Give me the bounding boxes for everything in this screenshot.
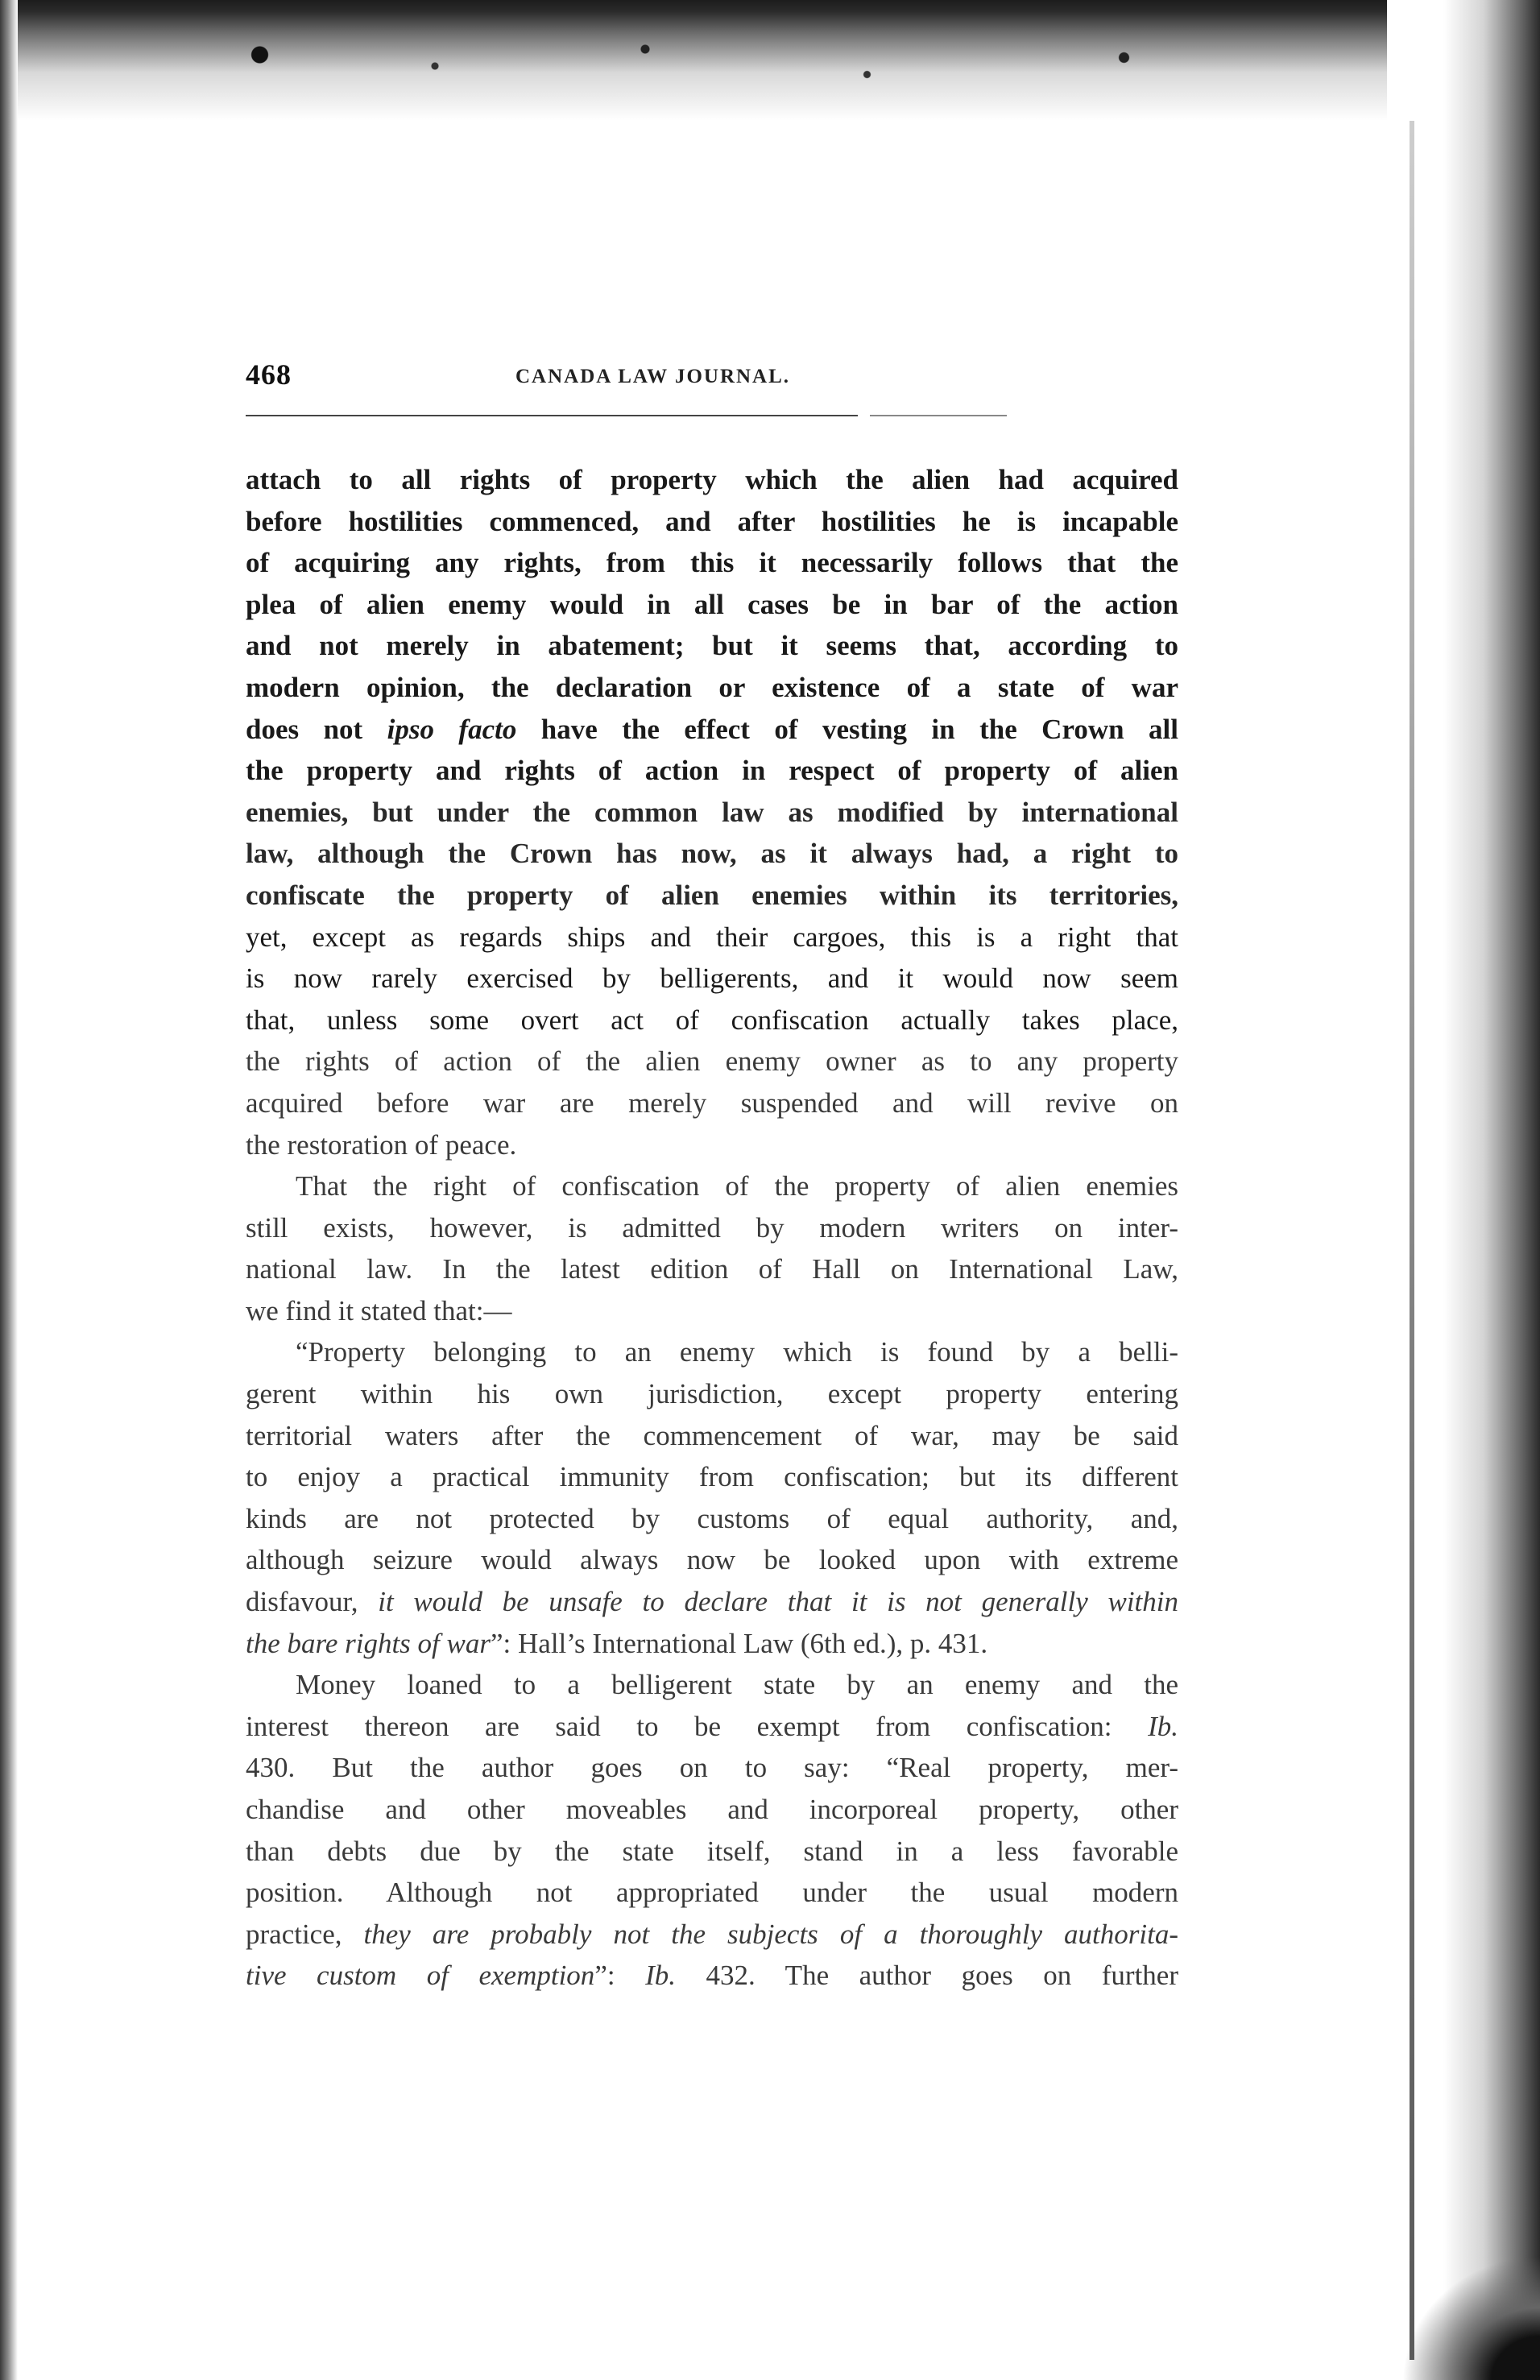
text-line: the rights of action of the alien enemy owner as to any property <box>246 1045 1178 1078</box>
scan-shadow-left <box>0 0 18 2380</box>
text-line: the property and rights of action in respect of property of alien <box>246 755 1178 787</box>
header-rule-fragment <box>870 415 1007 416</box>
text-run: disfavour, <box>246 1586 379 1618</box>
text-run: practice, <box>246 1918 364 1950</box>
text-line: gerent within his own jurisdiction, except property entering <box>246 1378 1178 1410</box>
text-run: have the effect of vesting in the Crown all <box>516 713 1178 745</box>
text-line <box>246 709 1178 751</box>
scan-specks <box>201 32 1369 89</box>
text-line: that, unless some overt act of confiscation actually takes place, <box>246 1004 1178 1036</box>
page-body <box>246 459 1178 1997</box>
italic-run: ipso facto <box>387 713 517 745</box>
text-run: 432. The author goes on further <box>676 1960 1179 1992</box>
text-line: although seizure would always now be looked upon with extreme <box>246 1544 1178 1576</box>
text-line: we find it stated that:— <box>246 1294 512 1327</box>
scan-shadow-corner <box>1379 2235 1540 2380</box>
page-header <box>246 358 1188 403</box>
text-run: does not <box>246 713 387 745</box>
text-line: That the right of confiscation of the property of alien enemies <box>296 1170 1178 1202</box>
text-line: Money loaned to a belligerent state by an enemy and the <box>296 1669 1178 1701</box>
text-line <box>246 1581 1178 1623</box>
text-line: acquired before war are merely suspended and will revive on <box>246 1087 1178 1119</box>
text-line: chandise and other moveables and incorporeal property, other <box>246 1794 1178 1825</box>
text-line <box>246 1706 1178 1748</box>
text-line: plea of alien enemy would in all cases be in bar of the action <box>246 588 1178 620</box>
text-line: “Property belonging to an enemy which is found by a belli- <box>296 1336 1178 1368</box>
text-line: than debts due by the state itself, stand in a less favorable <box>246 1835 1178 1867</box>
text-run: ”: <box>594 1960 646 1992</box>
italic-run: Ib. <box>1148 1710 1178 1742</box>
italic-run: Ib. <box>645 1960 677 1992</box>
italic-run: it would be unsafe to declare that it is not generally within <box>378 1586 1178 1618</box>
text-line: before hostilities commenced, and after hostilities he is incapable <box>246 505 1178 537</box>
text-line: position. Although not appropriated under the usual modern <box>246 1877 1178 1909</box>
text-line: territorial waters after the commencement of war, may be said <box>246 1419 1178 1451</box>
text-line: kinds are not protected by customs of equal authority, and, <box>246 1502 1178 1534</box>
italic-run: the bare rights of war <box>246 1627 491 1659</box>
text-line: enemies, but under the common law as modified by international <box>246 796 1178 828</box>
text-line: confiscate the property of alien enemies within its territories, <box>246 879 1178 911</box>
page-edge <box>1410 121 1414 2360</box>
text-line: law, although the Crown has now, as it always had, a right to <box>246 838 1178 870</box>
text-line: national law. In the latest edition of Hall on International Law, <box>246 1253 1178 1285</box>
text-line <box>246 1955 1178 1997</box>
text-line <box>246 1914 1178 1956</box>
text-line: yet, except as regards ships and their cargoes, this is a right that <box>246 921 1178 953</box>
text-line: to enjoy a practical immunity from confiscation; but its different <box>246 1461 1178 1493</box>
text-line: modern opinion, the declaration or existence of a state of war <box>246 671 1178 703</box>
text-line: still exists, however, is admitted by modern writers on inter- <box>246 1211 1178 1244</box>
text-line: 430. But the author goes on to say: “Real property, mer- <box>246 1752 1178 1784</box>
text-line: of acquiring any rights, from this it necessarily follows that the <box>246 547 1178 579</box>
italic-run: tive custom of exemption <box>246 1960 595 1992</box>
header-rule <box>246 415 858 416</box>
text-run: interest thereon are said to be exempt from confiscation: <box>246 1710 1149 1742</box>
page-number: 468 <box>246 358 292 391</box>
text-line: attach to all rights of property which the alien had acquired <box>246 464 1178 495</box>
text-line: the restoration of peace. <box>246 1128 517 1161</box>
text-line: is now rarely exercised by belligerents, and it would now seem <box>246 962 1178 995</box>
text-line: and not merely in abatement; but it seems that, according to <box>246 630 1178 662</box>
text-run: ”: Hall’s International Law (6th ed.), p. 431. <box>491 1627 988 1659</box>
text-line <box>246 1623 1178 1665</box>
running-head: CANADA LAW JOURNAL. <box>515 366 791 387</box>
italic-run: they are probably not the subjects of a thoroughly authorita- <box>363 1918 1178 1950</box>
